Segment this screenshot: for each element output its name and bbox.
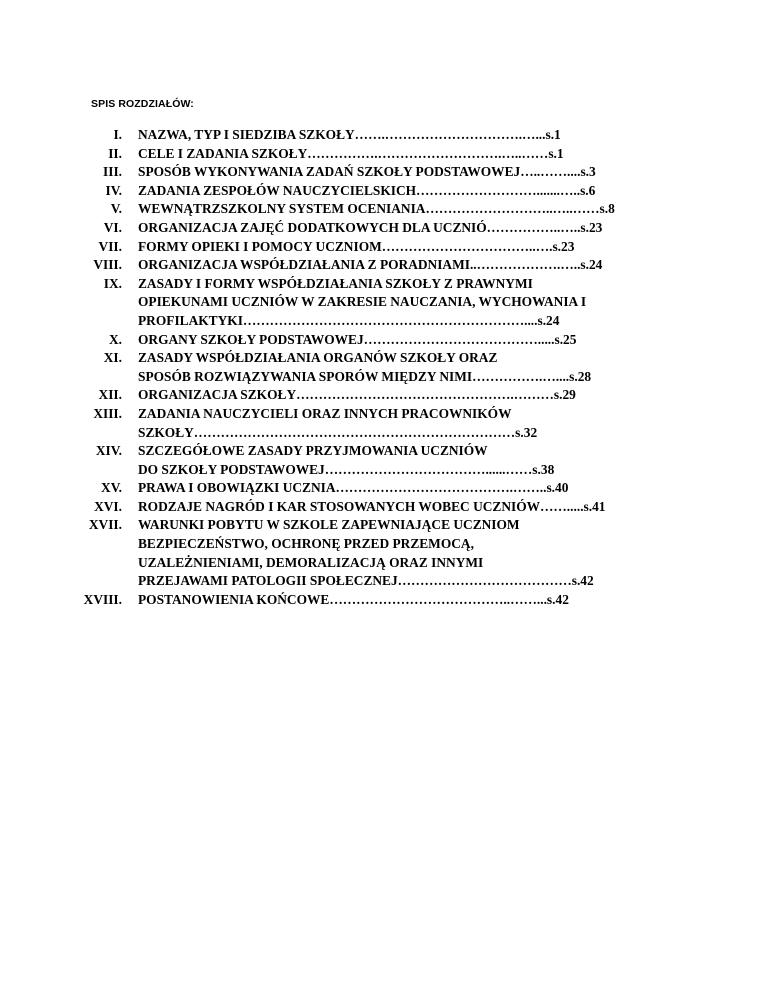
chapter-title-line: SZKOŁY………………………………………………………………s.32 xyxy=(138,424,538,440)
toc-entry xyxy=(0,386,768,405)
chapter-title-line: SPOSÓB WYKONYWANIA ZADAŃ SZKOŁY PODSTAWOWEJ…..……....s.3 xyxy=(138,164,596,180)
toc-entry xyxy=(0,200,768,219)
chapter-number: XVII. xyxy=(88,517,122,533)
toc-entry xyxy=(0,219,768,238)
toc-entry xyxy=(0,349,768,386)
toc-entry xyxy=(0,516,768,590)
chapter-title-line: SPOSÓB ROZWIĄZYWANIA SPORÓW MIĘDZY NIMI…………….…....s.28 xyxy=(138,368,592,384)
chapter-title-line: ORGANY SZKOŁY PODSTAWOWEJ………………………………….....s.25 xyxy=(138,331,577,347)
toc-entry xyxy=(0,331,768,350)
toc-entry xyxy=(0,405,768,442)
toc-entry xyxy=(0,256,768,275)
chapter-number: VI. xyxy=(103,219,122,235)
chapter-title-line: POSTANOWIENIA KOŃCOWE…………………………………..……...s.42 xyxy=(138,591,569,607)
chapter-title-line: WARUNKI POBYTU W SZKOLE ZAPEWNIAJĄCE UCZNIOM xyxy=(138,517,520,533)
chapter-title-line: DO SZKOŁY PODSTAWOWEJ………………………………......……s.38 xyxy=(138,461,555,477)
chapter-title-line: UZALEŻNIENIAMI, DEMORALIZACJĄ ORAZ INNYMI xyxy=(138,554,484,570)
chapter-title-line: OPIEKUNAMI UCZNIÓW W ZAKRESIE NAUCZANIA, WYCHOWANIA I xyxy=(138,294,587,310)
toc-heading: SPIS ROZDZIAŁÓW: xyxy=(91,98,194,110)
chapter-number: IV. xyxy=(105,182,122,198)
chapter-title-line: ORGANIZACJA WSPÓŁDZIAŁANIA Z PORADNIAMI..……………….…..s.24 xyxy=(138,257,603,273)
chapter-number: XIV. xyxy=(95,443,122,459)
toc-entry xyxy=(0,442,768,479)
table-of-contents xyxy=(0,126,768,609)
toc-entry xyxy=(0,126,768,145)
chapter-number: XV. xyxy=(101,480,122,496)
toc-entry xyxy=(0,163,768,182)
chapter-title-line: ORGANIZACJA ZAJĘĆ DODATKOWYCH DLA UCZNIÓ……………..…..s.23 xyxy=(138,219,603,235)
chapter-number: X. xyxy=(108,331,122,347)
chapter-title-line: PRAWA I OBOWIĄZKI UCZNIA………………………………….……..s.40 xyxy=(138,480,569,496)
chapter-number: VII. xyxy=(98,238,122,254)
chapter-title-line: ORGANIZACJA SZKOŁY………………………………………….………s.29 xyxy=(138,387,576,403)
chapter-title-line: PROFILAKTYKI………………………………………………………....s.24 xyxy=(138,312,560,328)
toc-entry xyxy=(0,145,768,164)
chapter-number: II. xyxy=(108,145,122,161)
toc-entry xyxy=(0,182,768,201)
chapter-number: III. xyxy=(103,164,122,180)
chapter-title-line: CELE I ZADANIA SZKOŁY…………….……………………….…..……s.1 xyxy=(138,145,564,161)
chapter-number: XII. xyxy=(98,387,122,403)
chapter-title-line: BEZPIECZEŃSTWO, OCHRONĘ PRZED PRZEMOCĄ, xyxy=(138,536,474,552)
chapter-title-line: ZADANIA ZESPOŁÓW NAUCZYCIELSKICH……………………….......…..s.6 xyxy=(138,182,596,198)
toc-entry xyxy=(0,238,768,257)
chapter-number: IX. xyxy=(103,275,122,291)
toc-entry xyxy=(0,275,768,331)
chapter-number: XVI. xyxy=(94,498,122,514)
chapter-title-line: SZCZEGÓŁOWE ZASADY PRZYJMOWANIA UCZNIÓW xyxy=(138,443,488,459)
chapter-title-line: FORMY OPIEKI I POMOCY UCZNIOM……………………………..….s.23 xyxy=(138,238,575,254)
chapter-number: VIII. xyxy=(93,257,122,273)
chapter-number: XIII. xyxy=(93,405,122,421)
toc-entry xyxy=(0,591,768,610)
chapter-title-line: PRZEJAWAMI PATOLOGII SPOŁECZNEJ…………………………………s.42 xyxy=(138,573,594,589)
toc-entry xyxy=(0,479,768,498)
chapter-title-line: NAZWA, TYP I SIEDZIBA SZKOŁY…….………………………….…...s.1 xyxy=(138,127,561,142)
chapter-title-line: ZASADY I FORMY WSPÓŁDZIAŁANIA SZKOŁY Z PRAWNYMI xyxy=(138,275,533,291)
chapter-title-line: ZADANIA NAUCZYCIELI ORAZ INNYCH PRACOWNIKÓW xyxy=(138,405,512,421)
chapter-title-line: ZASADY WSPÓŁDZIAŁANIA ORGANÓW SZKOŁY ORAZ xyxy=(138,350,498,366)
chapter-number: XVIII. xyxy=(83,591,122,607)
chapter-title-line: RODZAJE NAGRÓD I KAR STOSOWANYCH WOBEC UCZNIÓW…….....s.41 xyxy=(138,498,606,514)
chapter-number: XI. xyxy=(103,350,122,366)
toc-entry xyxy=(0,498,768,517)
chapter-number: I. xyxy=(113,127,122,142)
chapter-title-line: WEWNĄTRZSZKOLNY SYSTEM OCENIANIA………………………..…..……s.8 xyxy=(138,201,615,217)
chapter-number: V. xyxy=(110,201,122,217)
